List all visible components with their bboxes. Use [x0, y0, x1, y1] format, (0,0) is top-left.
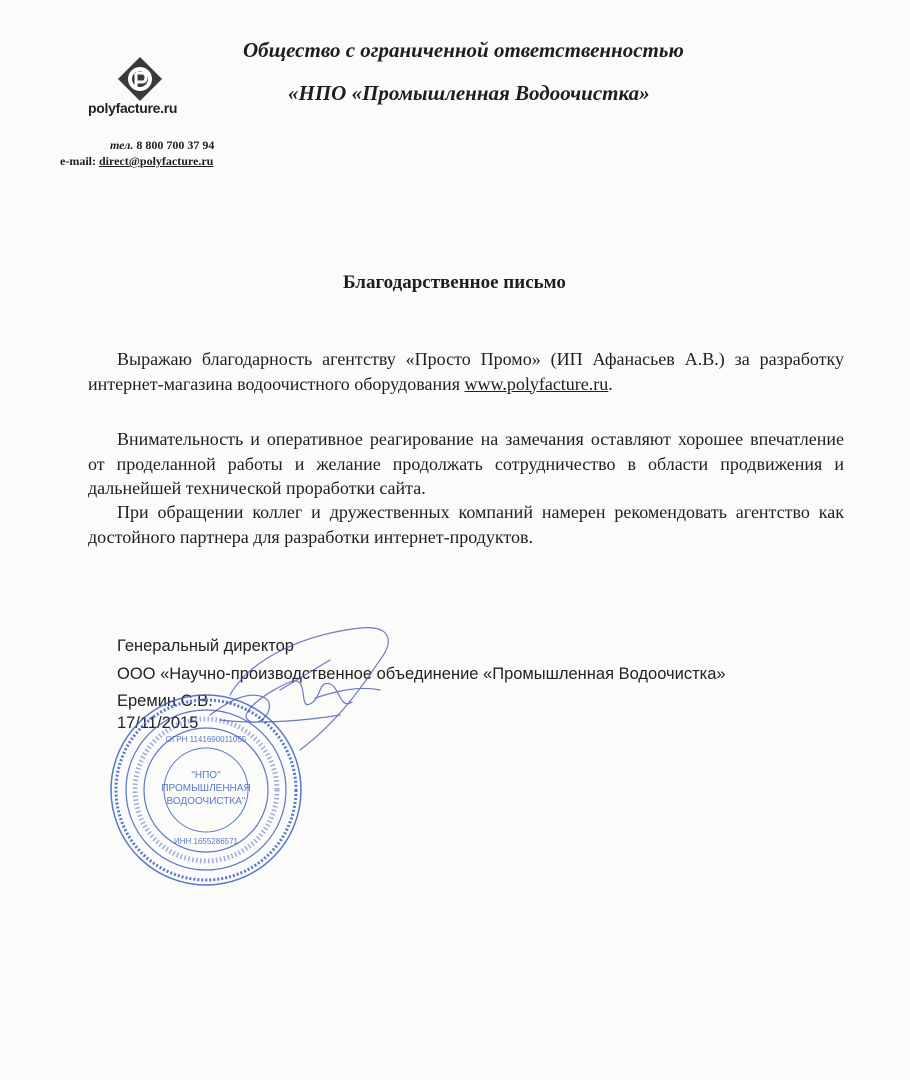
company-name-line2: «НПО «Промышленная Водоочистка»	[288, 81, 650, 105]
stamp-inn: ИНН 1655286571	[173, 837, 239, 846]
letter-title: Благодарственное письмо	[343, 272, 566, 293]
website-link[interactable]: www.polyfacture.ru	[464, 373, 609, 394]
polyfacture-logo-icon	[117, 56, 163, 102]
paragraph-2: Внимательность и оперативное реагирование на замечания оставляют хорошее впечатление от проделанной работы и желание продолжать сотрудничество в области продвижения и дальнейшей технической проработки сайта.	[88, 429, 844, 498]
letter-date: 17/11/2015	[117, 714, 199, 732]
logo-text: polyfacture.ru	[88, 100, 178, 116]
signer-organization: ООО «Научно-производственное объединение «Промышленная Водоочистка»	[117, 665, 726, 683]
paragraph-1-text: Выражаю благодарность агентству «Просто Промо» (ИП Афанасьев А.В.) за разработку интернет-магазина водоочистного оборудования	[88, 349, 844, 394]
email-prefix: e-mail:	[60, 154, 96, 168]
phone-line	[110, 138, 214, 153]
handwritten-signature	[190, 620, 400, 770]
stamp-center-line2: ПРОМЫШЛЕННАЯ	[161, 783, 251, 794]
stamp-ogrn: ОГРН 1141690011055	[165, 735, 247, 744]
email-link[interactable]: direct@polyfacture.ru	[98, 154, 214, 168]
paragraph-1	[88, 347, 844, 396]
stamp-center-line1: "НПО"	[191, 770, 221, 781]
email-line	[60, 154, 213, 169]
phone-prefix: тел.	[110, 138, 134, 152]
signer-position: Генеральный директор	[117, 637, 294, 655]
paragraph-1-end: .	[608, 373, 613, 394]
signer-name: Еремин С.В.	[117, 692, 213, 710]
company-name-line1: Общество с ограниченной ответственностью	[243, 38, 684, 62]
phone-number: 8 800 700 37 94	[136, 138, 215, 152]
stamp-center-line3: ВОДООЧИСТКА"	[166, 796, 246, 807]
paragraph-3: При обращении коллег и дружественных компаний намерен рекомендовать агентство как достойного партнера для разработки интернет-продуктов.	[88, 502, 844, 547]
